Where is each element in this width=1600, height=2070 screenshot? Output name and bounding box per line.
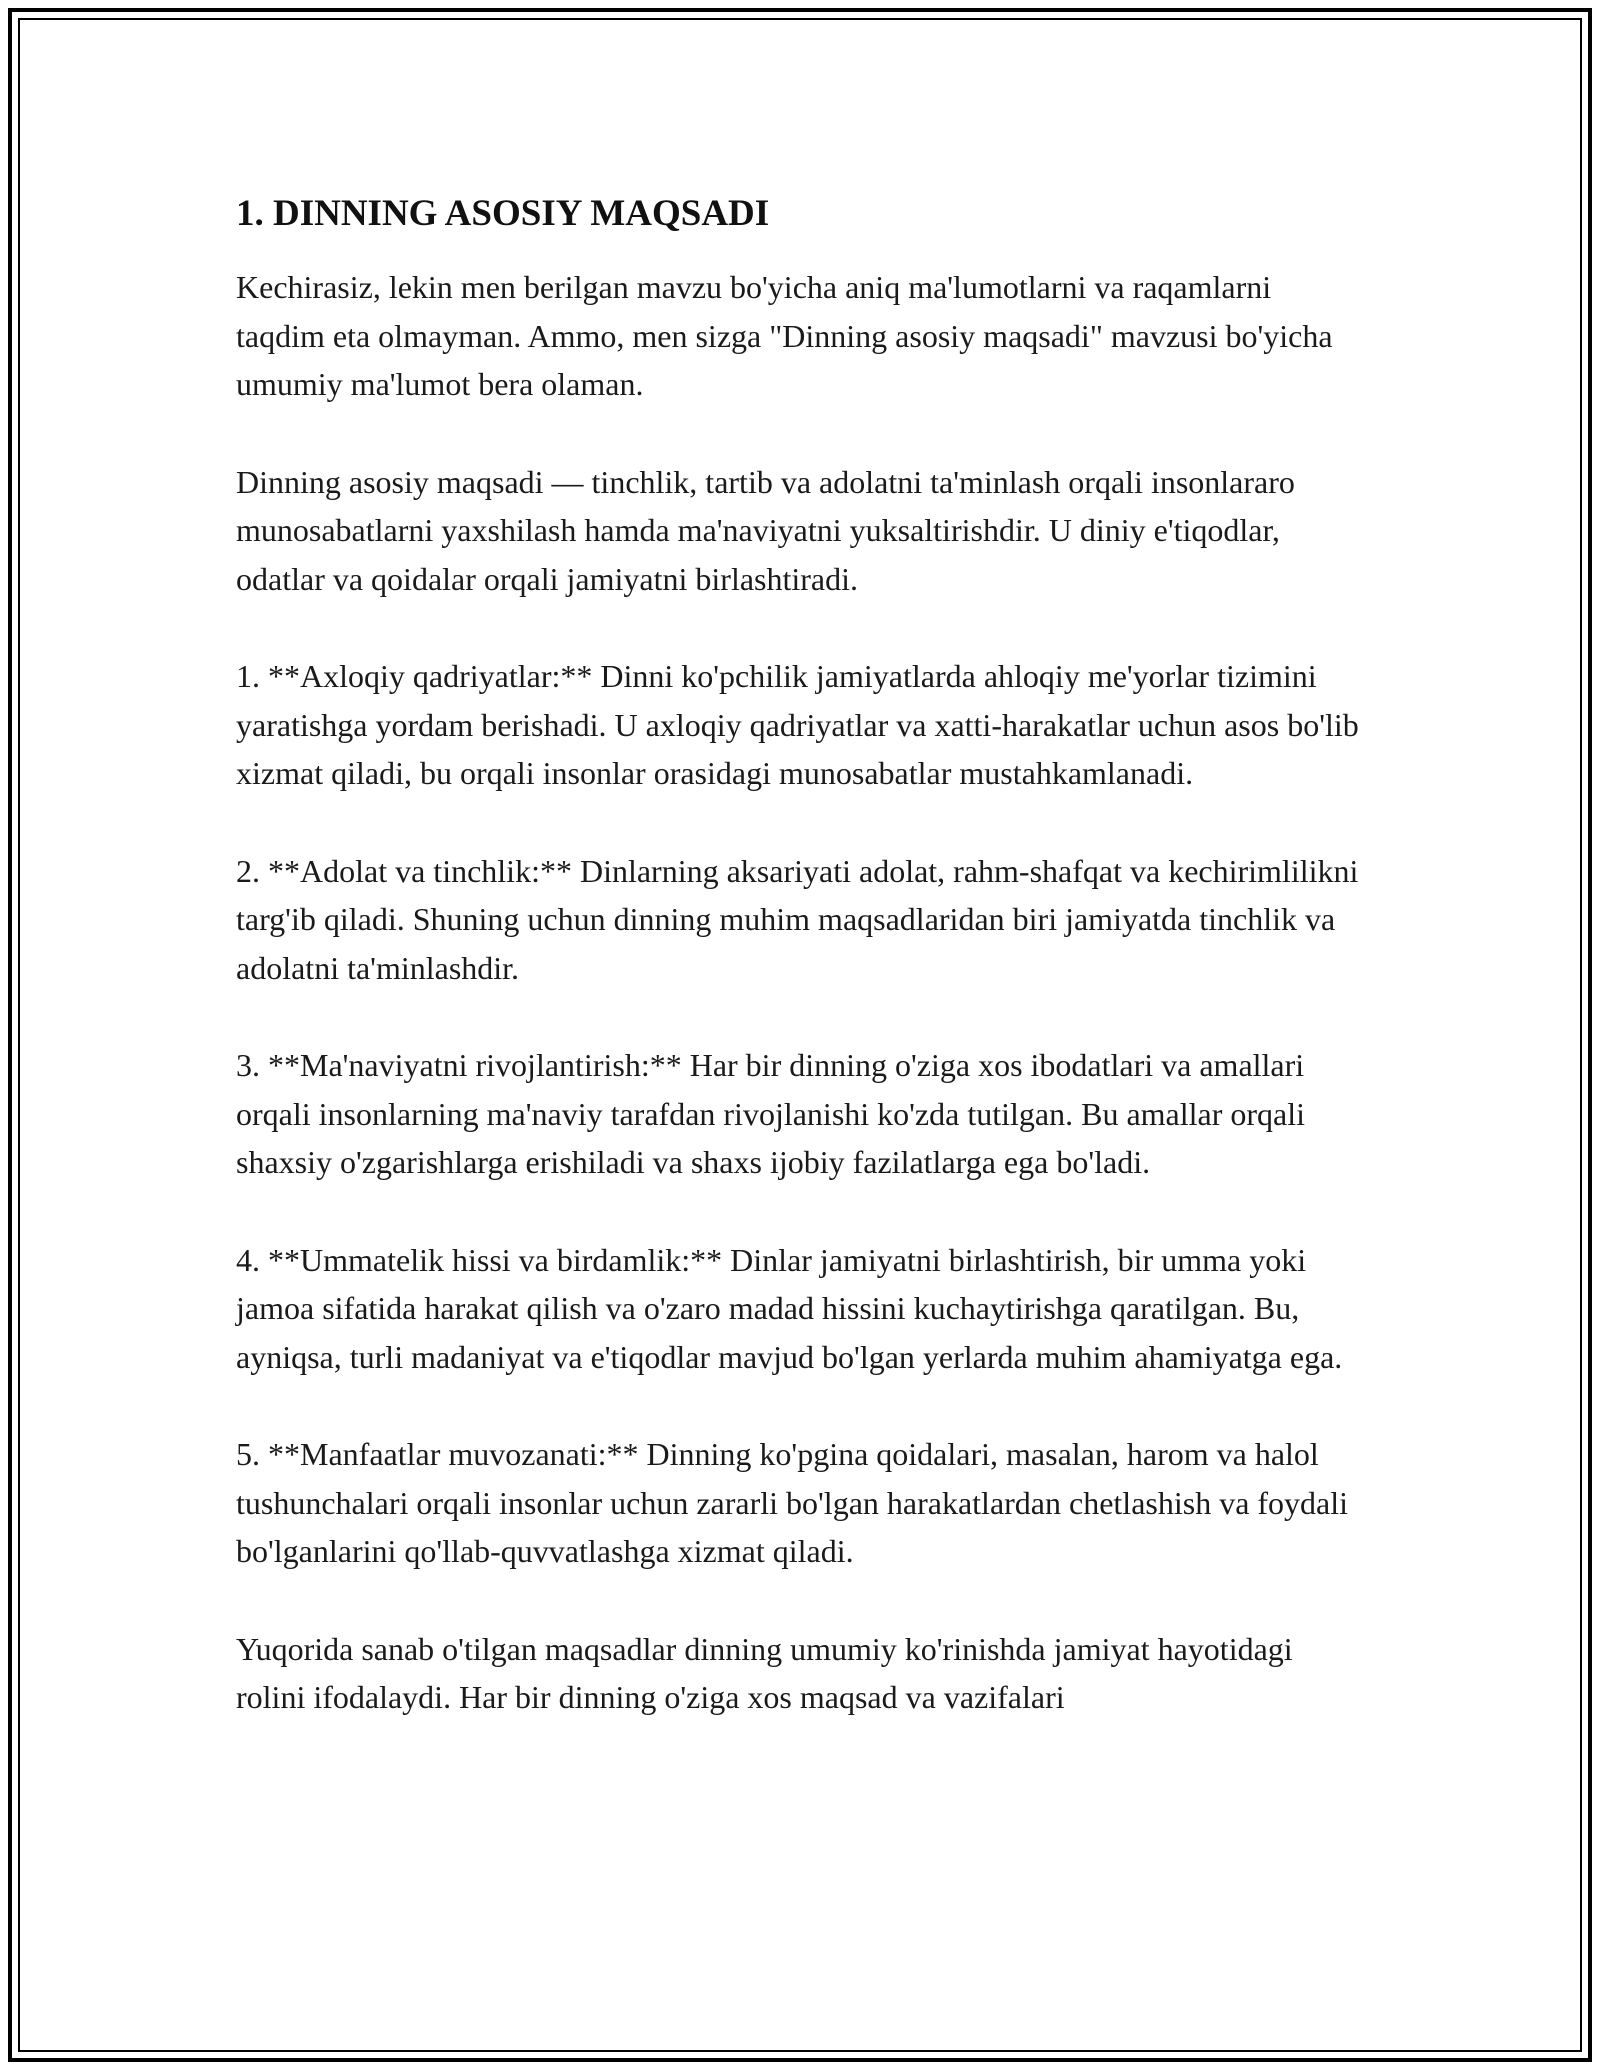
paragraph-conclusion: Yuqorida sanab o'tilgan maqsadlar dinning umumiy ko'rinishda jamiyat hayotidagi rolini ifodalaydi. Har bir dinning o'ziga xos maqsad va vazifalari [236,1630,1293,1715]
paragraph-intro: Kechirasiz, lekin men berilgan mavzu bo'yicha aniq ma'lumotlarni va raqamlarni taqdim eta olmayman. Ammo, men sizga "Dinning asosiy maqsadi" mavzusi bo'yicha umumiy ma'lumot bera olaman. [236,269,1333,402]
paragraph-overview: Dinning asosiy maqsadi — tinchlik, tartib va adolatni ta'minlash orqali insonlararo munosabatlarni yaxshilash hamda ma'naviyatni yuksaltirishdir. U diniy e'tiqodlar, odatlar va qoidalar orqali jamiyatni birlashtiradi. [236,463,1295,597]
document-body [236,185,1366,1771]
list-item-5: 5. **Manfaatlar muvozanati:** Dinning ko'pgina qoidalari, masalan, harom va halol tushunchalari orqali insonlar uchun zararli bo'lgan harakatlardan chetlashish va foydali bo'lganlarini qo'llab-quvvatlashga xizmat qiladi. [236,1436,1349,1569]
list-item-4: 4. **Ummatelik hissi va birdamlik:** Dinlar jamiyatni birlashtirish, bir umma yoki jamoa sifatida harakat qilish va o'zaro madad hissini kuchaytirishga qaratilgan. Bu, ayniqsa, turli madaniyat va e'tiqodlar mavjud bo'lgan yerlarda muhim ahamiyatga ega. [236,1241,1343,1375]
list-item-2: 2. **Adolat va tinchlik:** Dinlarning aksariyati adolat, rahm-shafqat va kechirimlilikni targ'ib qiladi. Shuning uchun dinning muhim maqsadlaridan biri jamiyatda tinchlik va adolatni ta'minlashdir. [236,852,1359,986]
list-item-1: 1. **Axloqiy qadriyatlar:** Dinni ko'pchilik jamiyatlarda ahloqiy me'yorlar tizimini yaratishga yordam berishadi. U axloqiy qadriyatlar va xatti-harakatlar uchun asos bo'lib xizmat qiladi, bu orqali insonlar orasidagi munosabatlar mustahkamlanadi. [236,658,1359,791]
section-heading: 1. DINNING ASOSIY MAQSADI [236,193,770,234]
list-item-3: 3. **Ma'naviyatni rivojlantirish:** Har bir dinning o'ziga xos ibodatlari va amallari orqali insonlarning ma'naviy tarafdan rivojlanishi ko'zda tutilgan. Bu amallar orqali shaxsiy o'zgarishlarga erishiladi va shaxs ijobiy fazilatlarga ega bo'ladi. [236,1047,1306,1180]
